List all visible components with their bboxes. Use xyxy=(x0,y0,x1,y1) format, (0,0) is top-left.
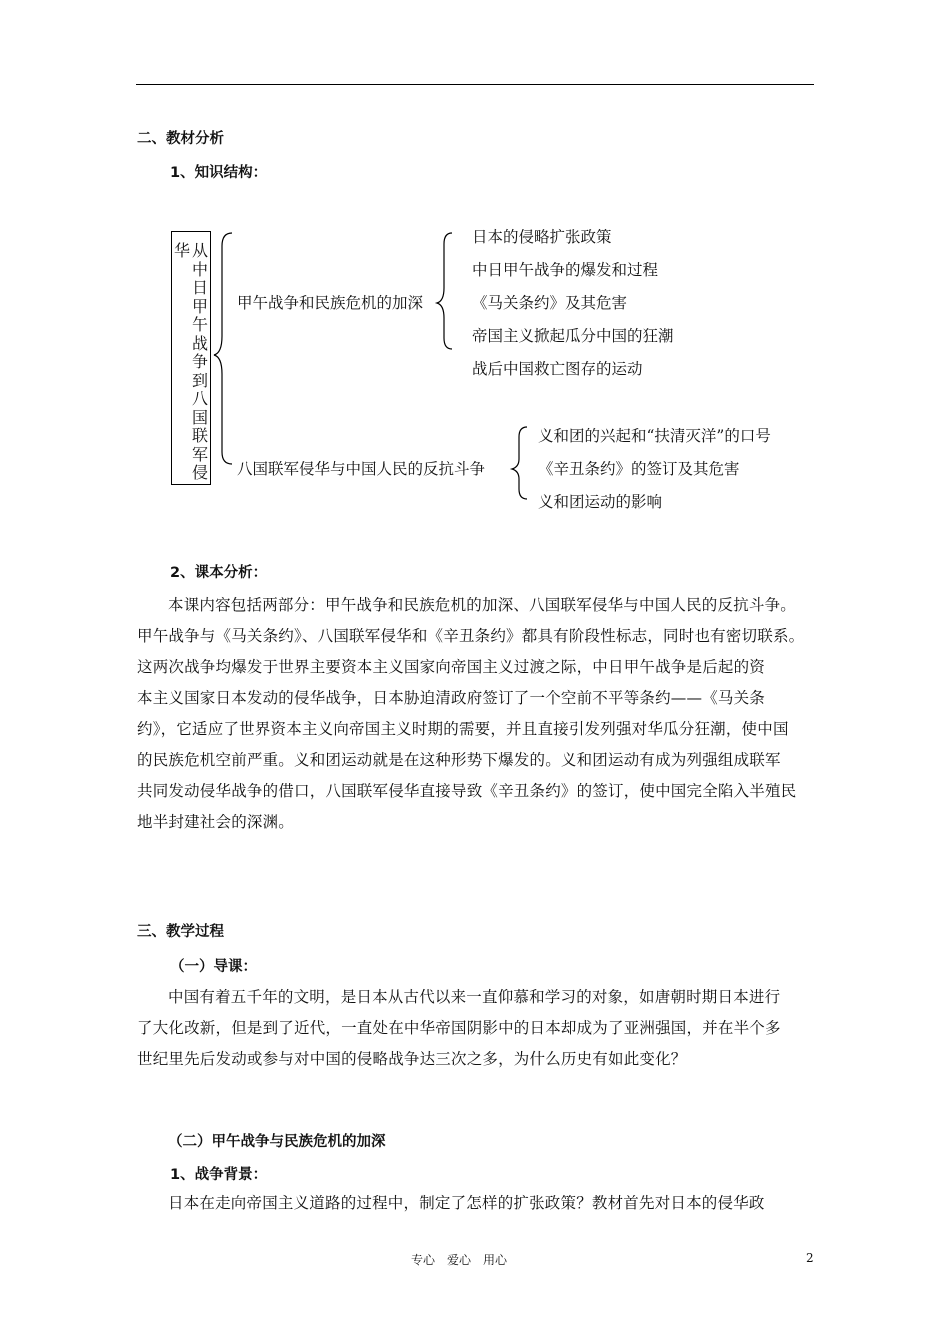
introduction-line: 了大化改新，但是到了近代，一直处在中华帝国阴影中的日本却成为了亚洲强国，并在半个多 xyxy=(137,1019,781,1037)
introduction-line: 中国有着五千年的文明，是日本从古代以来一直仰慕和学习的对象，如唐朝时期日本进行 xyxy=(168,988,781,1006)
branch1-item: 中日甲午战争的爆发和过程 xyxy=(472,261,659,279)
subheading-textbook-analysis: 2、课本分析： xyxy=(170,565,268,581)
section-heading-teaching-material-analysis: 二、教材分析 xyxy=(137,131,224,147)
analysis-line: 本课内容包括两部分：甲午战争和民族危机的加深、八国联军侵华与中国人民的反抗斗争。 xyxy=(168,596,797,614)
analysis-line: 共同发动侵华战争的借口，八国联军侵华直接导致《辛丑条约》的签订，使中国完全陷入半殖民 xyxy=(137,782,797,800)
analysis-line: 本主义国家日本发动的侵华战争，日本胁迫清政府签订了一个空前不平等条约——《马关条 xyxy=(137,689,766,707)
subheading-introduction: （一）导课： xyxy=(170,959,257,975)
subheading-knowledge-structure: 1、知识结构： xyxy=(170,165,268,181)
section-heading-teaching-process: 三、教学过程 xyxy=(137,924,224,940)
footer-motto: 专心 爱心 用心 xyxy=(411,1253,508,1267)
branch1-item: 日本的侵略扩张政策 xyxy=(472,228,612,246)
branch1-label: 甲午战争和民族危机的加深 xyxy=(237,294,424,312)
branch1-brace xyxy=(437,233,452,349)
branch2-label: 八国联军侵华与中国人民的反抗斗争 xyxy=(237,460,486,478)
analysis-line: 甲午战争与《马关条约》、八国联军侵华和《辛丑条约》都具有阶段性标志，同时也有密切联系。 xyxy=(137,627,805,645)
introduction-line: 世纪里先后发动或参与对中国的侵略战争达三次之多，为什么历史有如此变化？ xyxy=(137,1050,687,1068)
subheading-sino-japanese-war: （二）甲午战争与民族危机的加深 xyxy=(168,1134,386,1150)
branch2-brace xyxy=(512,427,527,499)
analysis-paragraph xyxy=(137,590,817,838)
branch1-item: 《马关条约》及其危害 xyxy=(472,294,628,312)
war-background-line: 日本在走向帝国主义道路的过程中，制定了怎样的扩张政策？教材首先对日本的侵华政 xyxy=(168,1194,765,1212)
subheading-war-background: 1、战争背景： xyxy=(170,1167,268,1183)
branch2-item: 义和团的兴起和“扶清灭洋”的口号 xyxy=(538,427,771,445)
main-brace xyxy=(214,233,232,464)
analysis-line: 地半封建社会的深渊。 xyxy=(137,813,295,831)
page-number: 2 xyxy=(806,1251,814,1265)
branch1-item: 战后中国救亡图存的运动 xyxy=(472,360,643,378)
analysis-line: 的民族危机空前严重。义和团运动就是在这种形势下爆发的。义和团运动有成为列强组成联军 xyxy=(137,751,781,769)
analysis-line: 这两次战争均爆发于世界主要资本主义国家向帝国主义过渡之际，中日甲午战争是后起的资 xyxy=(137,658,766,676)
diagram-title-column-right: 从中日甲午战争到八国联军侵 xyxy=(192,241,209,482)
branch1-item: 帝国主义掀起瓜分中国的狂潮 xyxy=(472,327,674,345)
branch2-item: 《辛丑条约》的签订及其危害 xyxy=(538,460,740,478)
analysis-line: 约》，它适应了世界资本主义向帝国主义时期的需要，并且直接引发列强对华瓜分狂潮，使中国 xyxy=(137,720,789,738)
diagram-title-column-left: 华 xyxy=(174,241,191,260)
introduction-paragraph xyxy=(137,982,817,1075)
branch2-item: 义和团运动的影响 xyxy=(538,493,663,511)
